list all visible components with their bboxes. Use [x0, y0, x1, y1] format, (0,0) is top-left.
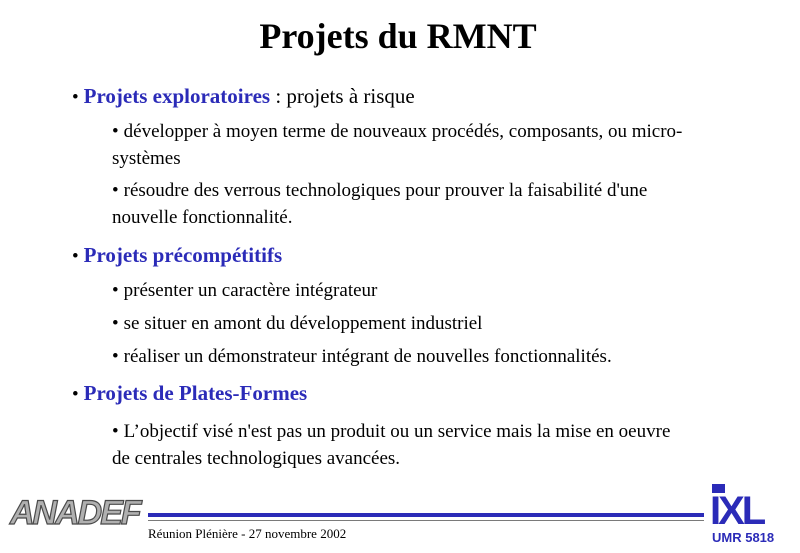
bullet-dot: • — [112, 421, 119, 442]
anadef-logo — [8, 488, 144, 532]
ixl-logo-text: IXL — [710, 489, 764, 528]
page-title: Projets du RMNT — [259, 16, 537, 56]
bullet-dot: • — [72, 246, 79, 267]
sub-bullet — [112, 177, 712, 231]
sub-bullet-text: développer à moyen terme de nouveaux procédés, composants, ou micro-systèmes — [112, 121, 683, 169]
footer-rule-thin — [148, 520, 704, 521]
section-heading-suffix: : projets à risque — [270, 84, 415, 108]
anadef-logo-text: ANADEF — [10, 494, 140, 532]
bullet-dot: • — [112, 313, 119, 334]
bullet-dot: • — [112, 121, 119, 142]
sub-bullet-text: se situer en amont du développement industriel — [123, 313, 483, 334]
footer-date-text: Réunion Plénière - 27 novembre 2002 — [148, 526, 347, 541]
sub-bullet — [112, 310, 712, 337]
bullet-projets-precompetitifs — [72, 242, 282, 270]
bullet-projets-exploratoires — [72, 83, 415, 111]
sub-bullet-text: résoudre des verrous technologiques pour prouver la faisabilité d'une nouvelle fonctionnalité. — [112, 180, 648, 228]
section-heading: Projets exploratoires — [83, 84, 271, 108]
bullet-dot: • — [112, 280, 119, 301]
ixl-logo — [710, 482, 796, 528]
section-heading: Projets précompétitifs — [83, 243, 283, 267]
sub-bullet — [112, 118, 712, 172]
bullet-projets-plates-formes — [72, 380, 307, 408]
bullet-dot: • — [72, 87, 79, 108]
bullet-dot: • — [112, 346, 119, 367]
umr-label: UMR 5818 — [712, 530, 775, 545]
sub-bullet — [112, 418, 692, 472]
bullet-dot: • — [112, 180, 119, 201]
sub-bullet-text: L’objectif visé n'est pas un produit ou un service mais la mise en oeuvre de centrales technologiques avancées. — [112, 421, 671, 469]
sub-bullet — [112, 277, 712, 304]
section-heading: Projets de Plates-Formes — [83, 381, 308, 405]
sub-bullet-text: présenter un caractère intégrateur — [123, 280, 378, 301]
bullet-dot: • — [72, 384, 79, 405]
footer-rule-blue — [148, 513, 704, 517]
sub-bullet — [112, 343, 712, 370]
sub-bullet-text: réaliser un démonstrateur intégrant de nouvelles fonctionnalités. — [123, 346, 612, 367]
